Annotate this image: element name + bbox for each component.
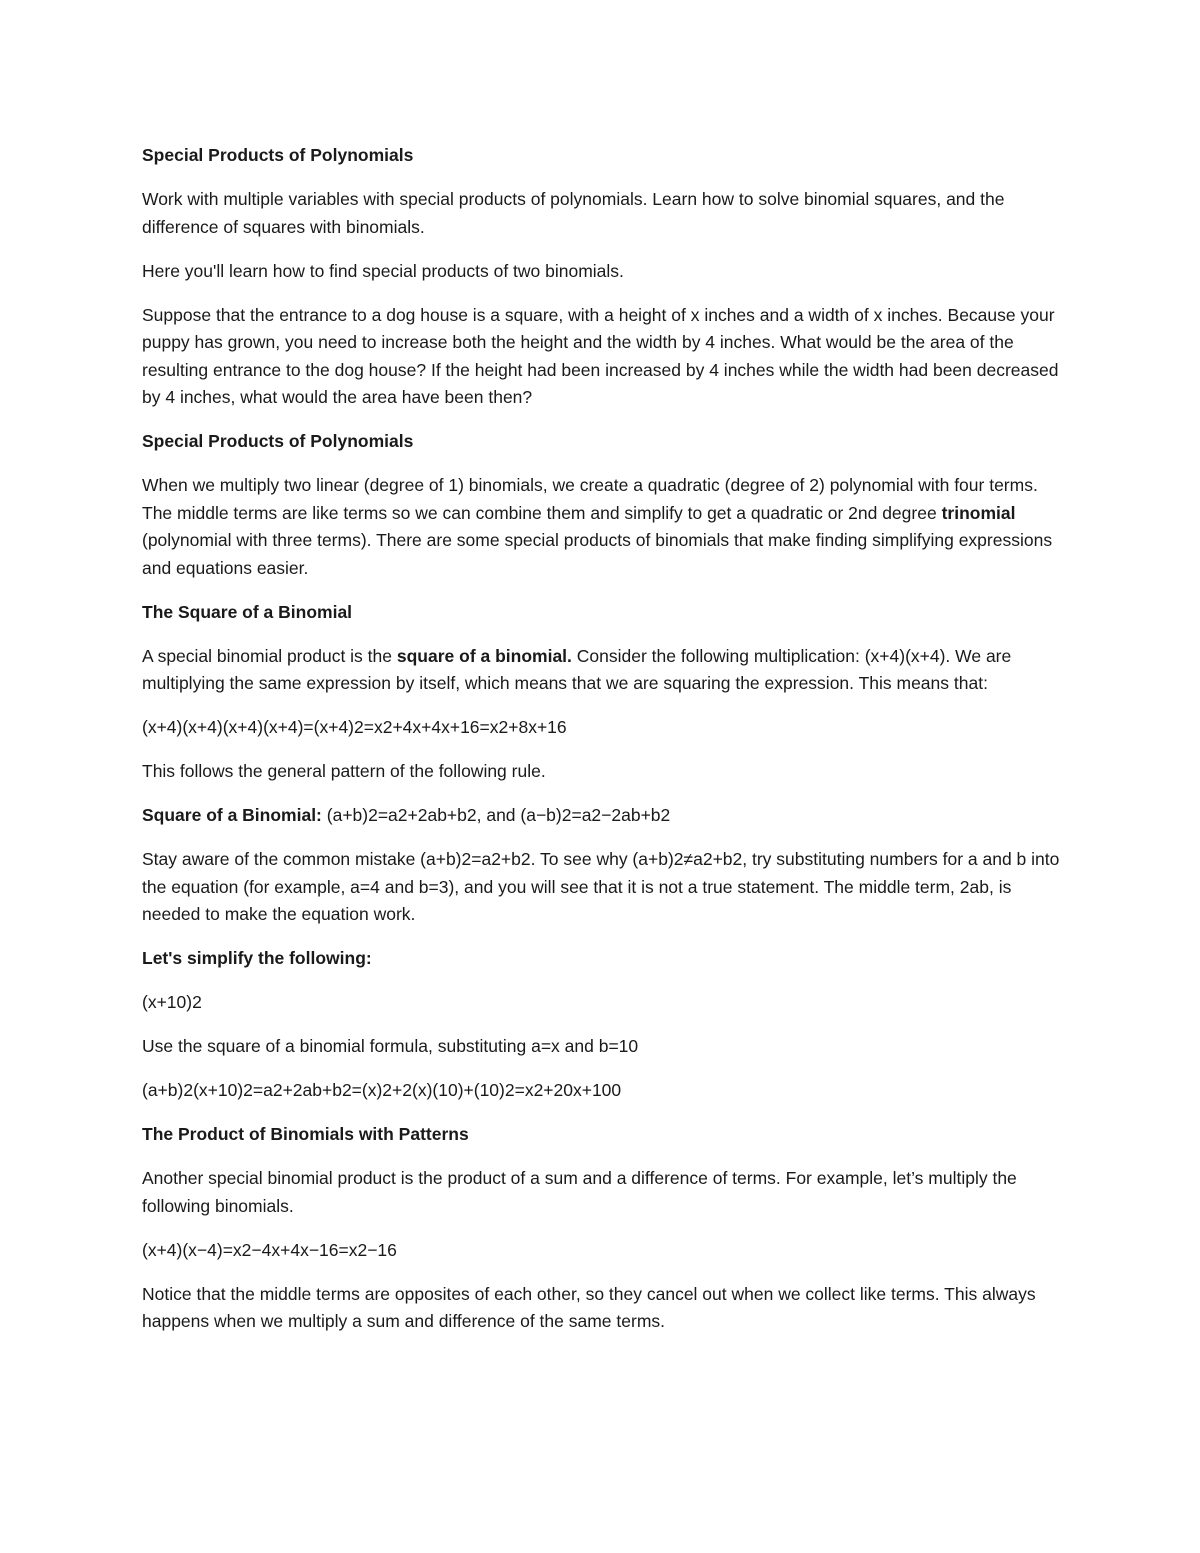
scenario-paragraph: Suppose that the entrance to a dog house is a square, with a height of x inches and a width of x inches. Because your puppy has grown, you need to increase both the height and the width by 4 inches. What would be the area of the resulting entrance to the dog house? If the height had been increased by 4 inches while the width had been decreased by 4 inches, what would the area have been then? bbox=[142, 304, 1059, 407]
section1-text-start: When we multiply two linear (degree of 1) binomials, we create a quadratic (degree of 2) polynomial with four terms. The middle terms are like terms so we can combine them and simplify to get a quadratic or 2nd degree bbox=[142, 475, 1038, 523]
notice-paragraph: Notice that the middle terms are opposites of each other, so they cancel out when we collect like terms. This always happens when we multiply a sum and difference of the same terms. bbox=[142, 1283, 1036, 1331]
pattern-paragraph: This follows the general pattern of the following rule. bbox=[142, 761, 546, 781]
rule-formula: (a+b)2=a2+2ab+b2, and (a−b)2=a2−2ab+b2 bbox=[321, 805, 671, 825]
section2-text-start: A special binomial product is the bbox=[142, 645, 397, 666]
equation-square-example: (x+4)(x+4)(x+4)(x+4)=(x+4)2=x2+4x+4x+16=x2+8x+16 bbox=[142, 717, 567, 737]
rule-label: Square of a Binomial: bbox=[142, 805, 322, 825]
section-heading-product-patterns: The Product of Binomials with Patterns bbox=[142, 1124, 469, 1144]
simplify-expression: (x+10)2 bbox=[142, 992, 202, 1012]
section2-paragraph bbox=[142, 643, 1062, 698]
learn-paragraph: Here you'll learn how to find special products of two binomials. bbox=[142, 260, 624, 281]
simplify-equation: (a+b)2(x+10)2=a2+2ab+b2=(x)2+2(x)(10)+(10)2=x2+20x+100 bbox=[142, 1080, 622, 1100]
section3-paragraph: Another special binomial product is the product of a sum and a difference of terms. For example, let’s multiply the following binomials. bbox=[142, 1168, 1017, 1216]
simplify-heading: Let's simplify the following: bbox=[142, 948, 372, 968]
equation-sum-difference: (x+4)(x−4)=x2−4x+4x−16=x2−16 bbox=[142, 1239, 397, 1260]
section2-text-end: Consider the following multiplication: (x+4)(x+4). We are multiplying the same expression by itself, which means that we are squaring the expression. This means that: bbox=[142, 645, 1012, 693]
page-title: Special Products of Polynomials bbox=[142, 145, 414, 165]
square-of-binomial-term: square of a binomial. bbox=[396, 645, 572, 666]
intro-paragraph: Work with multiple variables with special products of polynomials. Learn how to solve binomial squares, and the difference of squares with binomials. bbox=[142, 189, 1005, 237]
mistake-paragraph: Stay aware of the common mistake (a+b)2=a2+b2. To see why (a+b)2≠a2+b2, try substituting numbers for a and b into the equation (for example, a=4 and b=3), and you will see that it is not a true statement. The middle term, 2ab, is needed to make the equation work. bbox=[142, 849, 1060, 924]
trinomial-term: trinomial bbox=[941, 502, 1016, 523]
section1-text-end: (polynomial with three terms). There are some special products of binomials that make finding simplifying expressions and equations easier. bbox=[142, 530, 1053, 578]
section-heading-special-products: Special Products of Polynomials bbox=[142, 431, 414, 451]
section1-paragraph bbox=[142, 472, 1062, 582]
document-page bbox=[142, 142, 1062, 1352]
section-heading-square-binomial: The Square of a Binomial bbox=[142, 601, 353, 622]
simplify-instruction: Use the square of a binomial formula, substituting a=x and b=10 bbox=[142, 1036, 639, 1056]
rule-paragraph bbox=[142, 802, 1062, 830]
